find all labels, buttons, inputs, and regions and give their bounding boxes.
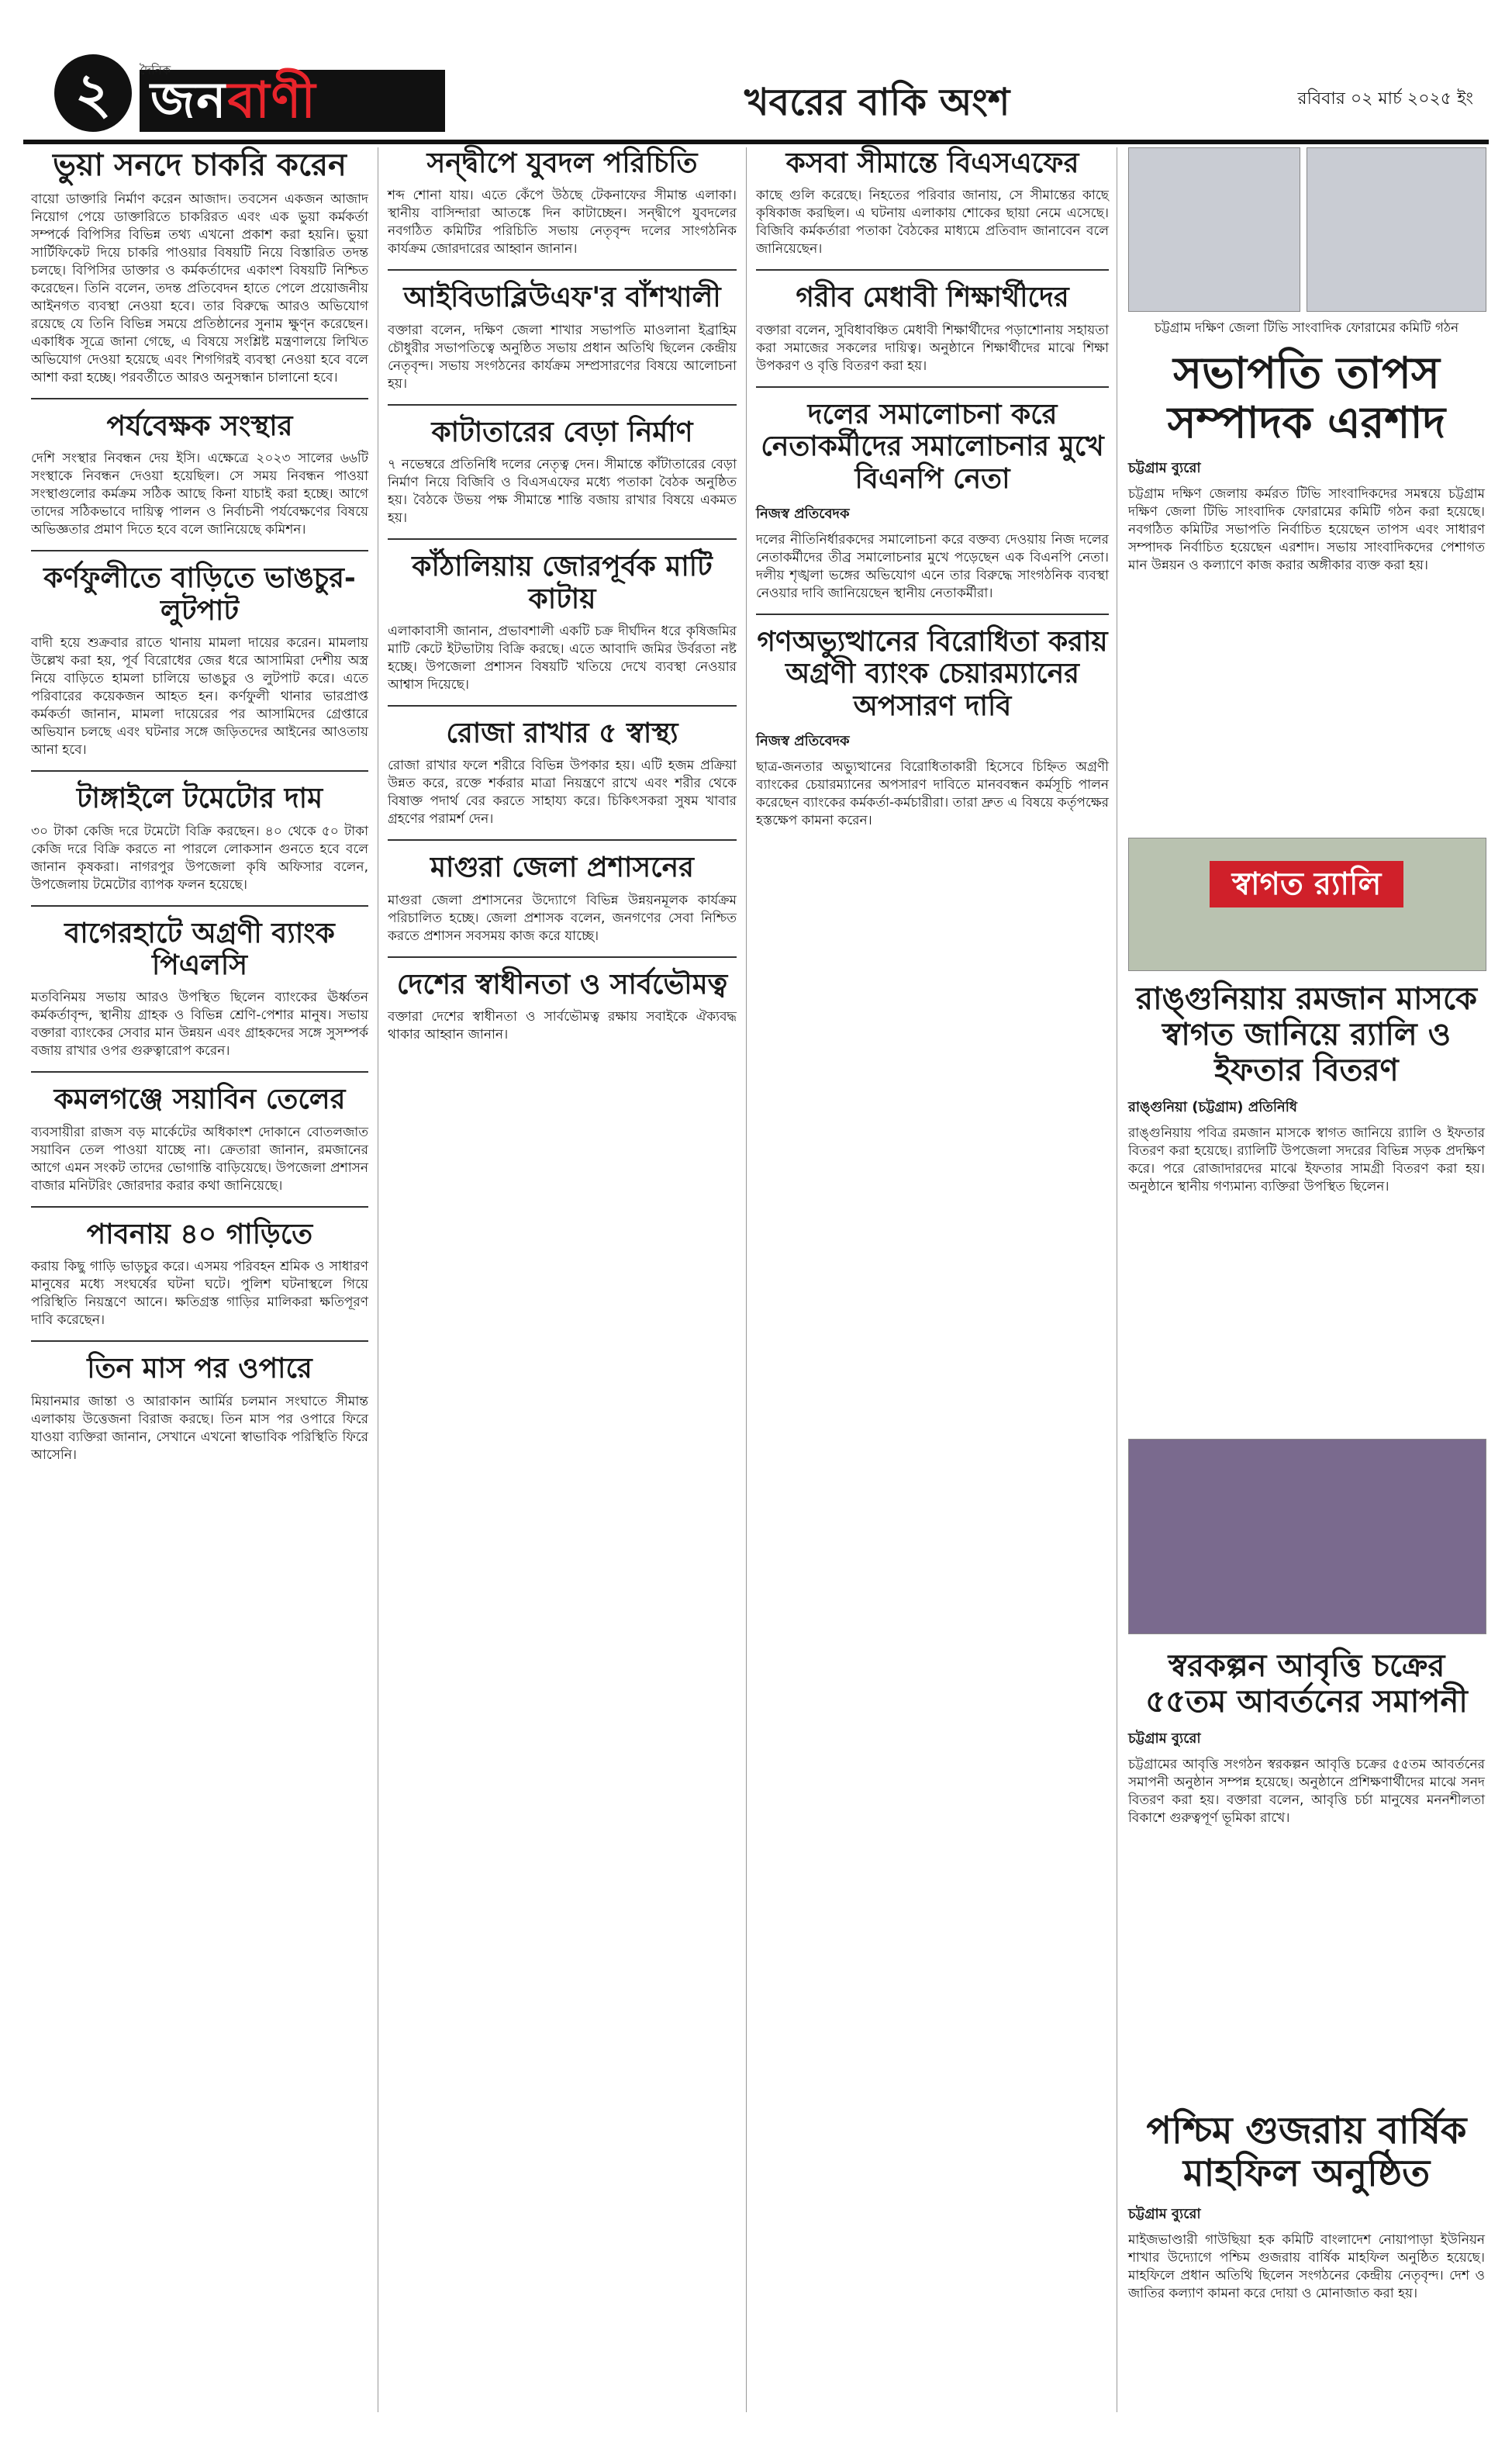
story-separator bbox=[31, 770, 368, 772]
news-story bbox=[31, 398, 368, 539]
news-story bbox=[388, 705, 737, 828]
story-headline: ভুয়া সনদে চাকরি করেন bbox=[53, 147, 347, 183]
story-body: ব্যবসায়ীরা রাজস বড় মার্কেটের অধিকাংশ দোকানে বোতলজাত সয়াবিন তেল পাওয়া যাচ্ছে না। ক্রেতারা জানান, রমজানের আগে এমন সংকট তাদের ভোগান্তি বাড়িয়েছে। উপজেলা প্রশাসন বাজার মনিটরিং জোরদার করার কথা জানিয়েছে। bbox=[31, 1124, 368, 1194]
story-headline: রোজা রাখার ৫ স্বাস্থ্য bbox=[446, 717, 678, 749]
story-headline: সভাপতি তাপস সম্পাদক এরশাদ bbox=[1167, 348, 1446, 449]
story-headline: গণঅভ্যুত্থানের বিরোধিতা করায় অগ্রণী ব্যাংক চেয়ারম্যানের অপসারণ দাবি bbox=[757, 625, 1108, 722]
news-story bbox=[756, 269, 1109, 375]
story-headline: কাঁঠালিয়ায় জোরপূর্বক মাটি কাটায় bbox=[412, 551, 713, 615]
story-separator bbox=[388, 839, 737, 841]
news-story bbox=[388, 147, 737, 258]
newspaper-logo bbox=[140, 70, 445, 132]
story-body: চট্টগ্রামের আবৃত্তি সংগঠন স্বরকল্পন আবৃত্তি চক্রের ৫৫তম আবর্তনের সমাপনী অনুষ্ঠান সম্পন্ন হয়েছে। অনুষ্ঠানে প্রশিক্ষণার্থীদের মাঝে সনদ বিতরণ করা হয়। বক্তারা বলেন, আবৃত্তি চর্চা মানুষের মননশীলতা বিকাশে গুরুত্বপূর্ণ ভূমিকা রাখে। bbox=[1128, 1757, 1485, 1826]
portrait-photo-right bbox=[1307, 147, 1486, 312]
group-photo bbox=[1128, 1439, 1486, 1634]
story-body: শব্দ শোনা যায়। এতে কেঁপে উঠছে টেকনাফের সীমান্ত এলাকা। স্থানীয় বাসিন্দারা আতঙ্কে দিন কাটাচ্ছেন। সন্দ্বীপে যুবদলের নবগঠিত কমিটির পরিচিতি সভায় নেতৃবৃন্দ দলের সাংগঠনিক কার্যক্রম জোরদারের আহ্বান জানান। bbox=[388, 188, 737, 258]
story-body: দলের নীতিনির্ধারকদের সমালোচনা করে বক্তব্য দেওয়ায় নিজ দলের নেতাকর্মীদের তীব্র সমালোচনার মুখে পড়েছেন এক বিএনপি নেতা। দলীয় শৃঙ্খলা ভঙ্গের অভিযোগ এনে তার বিরুদ্ধে সাংগঠনিক ব্যবস্থা নেওয়ার দাবি জানিয়েছেন স্থানীয় নেতাকর্মীরা। bbox=[756, 531, 1109, 601]
news-story bbox=[388, 839, 737, 945]
news-story bbox=[388, 956, 737, 1044]
news-story bbox=[756, 386, 1109, 603]
news-story bbox=[756, 147, 1109, 258]
news-story bbox=[388, 404, 737, 527]
story-headline: তিন মাস পর ওপারে bbox=[87, 1353, 312, 1385]
story-body: মাইজভাণ্ডারী গাউছিয়া হক কমিটি বাংলাদেশ নোয়াপাড়া ইউনিয়ন শাখার উদ্যোগে পশ্চিম গুজরায় বার্ষিক মাহফিল অনুষ্ঠিত হয়েছে। মাহফিলে প্রধান অতিথি ছিলেন সংগঠনের কেন্দ্রীয় নেতৃবৃন্দ। দেশ ও জাতির কল্যাণ কামনা করে দোয়া ও মোনাজাত করা হয়। bbox=[1128, 2232, 1485, 2302]
portrait-photo-left bbox=[1128, 147, 1300, 312]
issue-date: রবিবার ০২ মার্চ ২০২৫ ইং bbox=[1297, 89, 1473, 109]
story-separator bbox=[31, 550, 368, 551]
story-byline: রাঙ্গুনিয়া (চট্টগ্রাম) প্রতিনিধি bbox=[1128, 1099, 1297, 1115]
story-separator bbox=[756, 269, 1109, 271]
story-headline: দলের সমালোচনা করে নেতাকর্মীদের সমালোচনার মুখে বিএনপি নেতা bbox=[761, 398, 1104, 495]
news-story bbox=[756, 614, 1109, 830]
story-byline: চট্টগ্রাম ব্যুরো bbox=[1128, 459, 1201, 476]
story-headline: গরীব মেধাবী শিক্ষার্থীদের bbox=[796, 282, 1069, 314]
story-body: মাগুরা জেলা প্রশাসনের উদ্যোগে বিভিন্ন উন্নয়নমূলক কার্যক্রম পরিচালিত হচ্ছে। জেলা প্রশাসক বলেন, জনগণের সেবা নিশ্চিত করতে প্রশাসন সবসময় কাজ করে যাচ্ছে। bbox=[388, 892, 737, 944]
news-story bbox=[31, 770, 368, 894]
story-body: বাদী হয়ে শুক্রবার রাতে থানায় মামলা দায়ের করেন। মামলায় উল্লেখ করা হয়, পূর্ব বিরোধের জের ধরে আসামিরা দেশীয় অস্ত্র নিয়ে বাড়িতে হামলা চালিয়ে ভাঙচুর ও লুটপাট করে। এতে পরিবারের কয়েকজন আহত হন। কর্ণফুলী থানার ভারপ্রাপ্ত কর্মকর্তা জানান, মামলা দায়েরের পর আসামিদের গ্রেপ্তারে অভিযান চলছে এবং ঘটনার সঙ্গে জড়িতদের আইনের আওতায় আনা হবে। bbox=[31, 635, 368, 759]
story-byline: নিজস্ব প্রতিবেদক bbox=[756, 505, 850, 522]
story-separator bbox=[31, 1206, 368, 1208]
story-byline: চট্টগ্রাম ব্যুরো bbox=[1128, 1730, 1201, 1747]
story-headline: পর্যবেক্ষক সংস্থার bbox=[106, 410, 293, 442]
story-separator bbox=[388, 269, 737, 271]
news-story bbox=[31, 1071, 368, 1194]
story-separator bbox=[388, 404, 737, 406]
story-body: মতবিনিময় সভায় আরও উপস্থিত ছিলেন ব্যাংকের ঊর্ধ্বতন কর্মকর্তাবৃন্দ, স্থানীয় গ্রাহক ও বিভিন্ন শ্রেণি-পেশার মানুষ। সভায় বক্তারা ব্যাংকের সেবার মান উন্নয়ন এবং গ্রাহকদের সঙ্গে সুসম্পর্ক বজায় রাখার ওপর গুরুত্বারোপ করেন। bbox=[31, 990, 368, 1060]
story-body: বক্তারা দেশের স্বাধীনতা ও সার্বভৌমত্ব রক্ষায় সবাইকে ঐক্যবদ্ধ থাকার আহ্বান জানান। bbox=[388, 1009, 737, 1043]
story-headline: কাটাতারের বেড়া নির্মাণ bbox=[431, 416, 693, 448]
news-story bbox=[31, 905, 368, 1061]
news-story bbox=[388, 538, 737, 694]
logo-prefix: দৈনিক bbox=[140, 63, 171, 78]
column-divider bbox=[746, 147, 747, 2412]
story-headline: মাগুরা জেলা প্রশাসনের bbox=[430, 852, 694, 884]
story-separator bbox=[388, 705, 737, 707]
story-body: বায়ো ডাক্তারি নির্মাণ করেন আজাদ। তবসেন একজন আজাদ নিয়োগ পেয়ে ডাক্তারিতে চাকরিরত এবং এক ভুয়া কর্মকর্তা সম্পর্কে বিপিসির বিভিন্ন তথ্য এখনো প্রকাশ করা হয়নি। ভুয়া সার্টিফিকেট দিয়ে চাকরি পাওয়ার বিষয়টি নিয়ে বিস্তারিত তদন্ত চলছে। বিপিসির ডাক্তার ও কর্মকর্তাদের একাংশ বিষয়টি নিশ্চিত করেছেন। তিনি বলেন, তদন্ত প্রতিবেদন হাতে পেলে প্রয়োজনীয় আইনগত ব্যবস্থা নেওয়া হবে। তার বিরুদ্ধে আরও অভিযোগ রয়েছে যে তিনি বিভিন্ন সময়ে প্রতিষ্ঠানের সুনাম ক্ষুণ্ন করেছেন। একাধিক সূত্রে জানা গেছে, এ বিষয়ে সংশ্লিষ্ট মন্ত্রণালয়ে লিখিত অভিযোগ দেওয়া হয়েছে এবং শিগগিরই ব্যবস্থা নেওয়া হবে বলে আশা করা হচ্ছে। পরবর্তীতে আরও অনুসন্ধান চালানো হবে। bbox=[31, 192, 368, 385]
column-2 bbox=[388, 147, 737, 1055]
story-body: রোজা রাখার ফলে শরীরে বিভিন্ন উপকার হয়। এটি হজম প্রক্রিয়া উন্নত করে, রক্তে শর্করার মাত্রা নিয়ন্ত্রণে রাখে এবং শরীর থেকে বিষাক্ত পদার্থ বের করতে সাহায্য করে। চিকিৎসকরা সুষম খাবার গ্রহণের পরামর্শ দেন। bbox=[388, 758, 737, 828]
story-body: দেশি সংস্থার নিবন্ধন দেয় ইসি। এক্ষেত্রে ২০২৩ সালের ৬৬টি সংস্থাকে নিবন্ধন দেওয়া হয়েছিল। সে সময় নিবন্ধন পাওয়া সংস্থাগুলোর কর্মক্রম সঠিক আছে কিনা যাচাই করা হচ্ছে। আগে তাদের সঠিকভাবে দায়িত্ব পালন ও নির্বাচনী পর্যবেক্ষণের বিষয়ে অভিজ্ঞতার প্রমাণ দিতে হবে বলে জানিয়েছে কমিশন। bbox=[31, 451, 368, 538]
column-3 bbox=[756, 147, 1109, 841]
story-headline: কমলগঞ্জে সয়াবিন তেলের bbox=[54, 1084, 346, 1116]
story-separator bbox=[31, 905, 368, 907]
story-body: রাঙ্গুনিয়ায় পবিত্র রমজান মাসকে স্বাগত জানিয়ে র‍্যালি ও ইফতার বিতরণ করা হয়েছে। র‍্যালিটি উপজেলা সদরের বিভিন্ন সড়ক প্রদক্ষিণ করে। পরে রোজাদারদের মাঝে ইফতার সামগ্রী বিতরণ করা হয়। অনুষ্ঠানে স্থানীয় গণ্যমান্য ব্যক্তিরা উপস্থিত ছিলেন। bbox=[1128, 1125, 1485, 1194]
news-story bbox=[31, 550, 368, 759]
column-1 bbox=[31, 147, 368, 1475]
story-headline: দেশের স্বাধীনতা ও সার্বভৌমত্ব bbox=[396, 968, 728, 1001]
logo-part1: জন bbox=[150, 71, 228, 130]
story-shorokolpon bbox=[1128, 1648, 1485, 1838]
masthead-rule bbox=[23, 140, 1489, 144]
logo-part2: বাণী bbox=[227, 71, 317, 130]
story-separator bbox=[31, 1071, 368, 1073]
story-body: ৩০ টাকা কেজি দরে টমেটো বিক্রি করছেন। ৪০ থেকে ৫০ টাকা কেজি দরে বিক্রি করতে না পারলে লোকসান গুনতে হবে বলে জানান কৃষকরা। নাগরপুর উপজেলা কৃষি অফিসার বলেন, উপজেলায় টমেটোর ব্যাপক ফলন হয়েছে। bbox=[31, 823, 368, 893]
story-byline: চট্টগ্রাম ব্যুরো bbox=[1128, 2206, 1201, 2223]
story-separator bbox=[31, 1340, 368, 1342]
story-headline: কর্ণফুলীতে বাড়িতে ভাঙচুর-লুটপাট bbox=[43, 562, 356, 627]
story-body: মিয়ানমার জান্তা ও আরাকান আর্মির চলমান সংঘাতে সীমান্ত এলাকায় উত্তেজনা বিরাজ করছে। তিন মাস পর ওপারে ফিরে যাওয়া ব্যক্তিরা জানান, সেখানে এখনো স্বাভাবিক পরিস্থিতি ফিরে আসেনি। bbox=[31, 1393, 368, 1463]
news-story bbox=[31, 1340, 368, 1464]
story-tapas bbox=[1128, 349, 1485, 586]
page-number: ২ bbox=[54, 54, 132, 132]
photo-caption: চট্টগ্রাম দক্ষিণ জেলা টিভি সাংবাদিক ফোরামের কমিটি গঠন bbox=[1154, 320, 1459, 336]
story-separator bbox=[756, 614, 1109, 615]
story-body: ৭ নভেম্বরে প্রতিনিধি দলের নেতৃত্ব দেন। সীমান্তে কাঁটাতারের বেড়া নির্মাণ নিয়ে বিজিবি ও বিএসএফের মধ্যে পতাকা বৈঠক অনুষ্ঠিত হয়। বৈঠকে উভয় পক্ষ সীমান্তে শান্তি বজায় রাখার বিষয়ে একমত হয়। bbox=[388, 457, 737, 527]
story-body: করায় কিছু গাড়ি ভাড়চুর করে। এসময় পরিবহন শ্রমিক ও সাধারণ মানুষের মধ্যে সংঘর্ষের ঘটনা ঘটে। পুলিশ ঘটনাস্থলে গিয়ে পরিস্থিতি নিয়ন্ত্রণে আনে। ক্ষতিগ্রস্ত গাড়ির মালিকরা ক্ষতিপূরণ দাবি করেছেন। bbox=[31, 1259, 368, 1329]
story-headline: সন্দ্বীপে যুবদল পরিচিতি bbox=[426, 147, 698, 179]
story-separator bbox=[388, 956, 737, 958]
story-headline: টাঙ্গাইলে টমেটোর দাম bbox=[76, 783, 323, 815]
story-separator bbox=[388, 538, 737, 540]
story-body: ছাত্র-জনতার অভ্যুত্থানের বিরোধিতাকারী হিসেবে চিহ্নিত অগ্রণী ব্যাংকের চেয়ারম্যানের অপসারণ দাবিতে মানববন্ধন কর্মসূচি পালন করেছেন ব্যাংকের কর্মকর্তা-কর্মচারীরা। তারা দ্রুত এ বিষয়ে কর্তৃপক্ষের হস্তক্ষেপ কামনা করেন। bbox=[756, 759, 1109, 829]
story-body: বক্তারা বলেন, সুবিধাবঞ্চিত মেধাবী শিক্ষার্থীদের পড়াশোনায় সহায়তা করা সমাজের সকলের দায়িত্ব। অনুষ্ঠানে শিক্ষার্থীদের মাঝে শিক্ষা উপকরণ ও বৃত্তি বিতরণ করা হয়। bbox=[756, 322, 1109, 374]
story-headline: রাঙ্গুনিয়ায় রমজান মাসকে স্বাগত জানিয়ে র‍্যালি ও ইফতার বিতরণ bbox=[1135, 981, 1478, 1088]
story-headline: বাগেরহাটে অগ্রণী ব্যাংক পিএলসি bbox=[64, 917, 335, 981]
section-title: খবরের বাকি অংশ bbox=[744, 81, 1010, 124]
story-byline: নিজস্ব প্রতিবেদক bbox=[756, 733, 850, 750]
story-headline: পাবনায় ৪০ গাড়িতে bbox=[86, 1218, 313, 1250]
rally-banner: স্বাগত র‍্যালি bbox=[1210, 861, 1403, 907]
story-mahfil bbox=[1128, 2110, 1485, 2314]
story-headline: স্বরকল্পন আবৃত্তি চক্রের ৫৫তম আবর্তনের সমাপনী bbox=[1145, 1648, 1468, 1720]
story-separator bbox=[31, 398, 368, 399]
news-story bbox=[31, 1206, 368, 1329]
story-headline: কসবা সীমান্তে বিএসএফের bbox=[785, 147, 1079, 179]
story-body: এলাকাবাসী জানান, প্রভাবশালী একটি চক্র দীর্ঘদিন ধরে কৃষিজমির মাটি কেটে ইটভাটায় বিক্রি করছে। এতে আবাদি জমির উর্বরতা নষ্ট হচ্ছে। উপজেলা প্রশাসন বিষয়টি খতিয়ে দেখে ব্যবস্থা নেওয়ার আশ্বাস দিয়েছে। bbox=[388, 623, 737, 693]
story-headline: আইবিডাব্লিউএফ'র বাঁশখালী bbox=[403, 282, 721, 314]
news-story bbox=[31, 147, 368, 387]
story-headline: পশ্চিম গুজরায় বার্ষিক মাহফিল অনুষ্ঠিত bbox=[1146, 2109, 1467, 2196]
story-separator bbox=[756, 386, 1109, 388]
masthead bbox=[23, 47, 1489, 140]
story-rangunia bbox=[1128, 981, 1485, 1207]
story-body: চট্টগ্রাম দক্ষিণ জেলায় কর্মরত টিভি সাংবাদিকদের সমন্বয়ে চট্টগ্রাম দক্ষিণ জেলা টিভি সাংবাদিক ফোরামের কমিটি গঠন করা হয়েছে। নবগঠিত কমিটির সভাপতি নির্বাচিত হয়েছেন তাপস এবং সাধারণ সম্পাদক নির্বাচিত হয়েছেন এরশাদ। সভায় সাংবাদিকদের পেশাগত মান উন্নয়ন ও কল্যাণে কাজ করার অঙ্গীকার ব্যক্ত করা হয়। bbox=[1128, 486, 1485, 573]
news-story bbox=[388, 269, 737, 392]
story-body: বক্তারা বলেন, দক্ষিণ জেলা শাখার সভাপতি মাওলানা ইব্রাহিম চৌধুরীর সভাপতিত্বে অনুষ্ঠিত সভায় প্রধান অতিথি ছিলেন কেন্দ্রীয় নেতৃবৃন্দ। সভায় সংগঠনের কার্যক্রম সম্প্রসারণের বিষয়ে আলোচনা হয়। bbox=[388, 322, 737, 392]
story-body: কাছে গুলি করেছে। নিহতের পরিবার জানায়, সে সীমান্তের কাছে কৃষিকাজ করছিল। এ ঘটনায় এলাকায় শোকের ছায়া নেমে এসেছে। বিজিবি কর্মকর্তারা পতাকা বৈঠকের মাধ্যমে প্রতিবাদ জানাবেন বলে জানিয়েছেন। bbox=[756, 188, 1109, 258]
